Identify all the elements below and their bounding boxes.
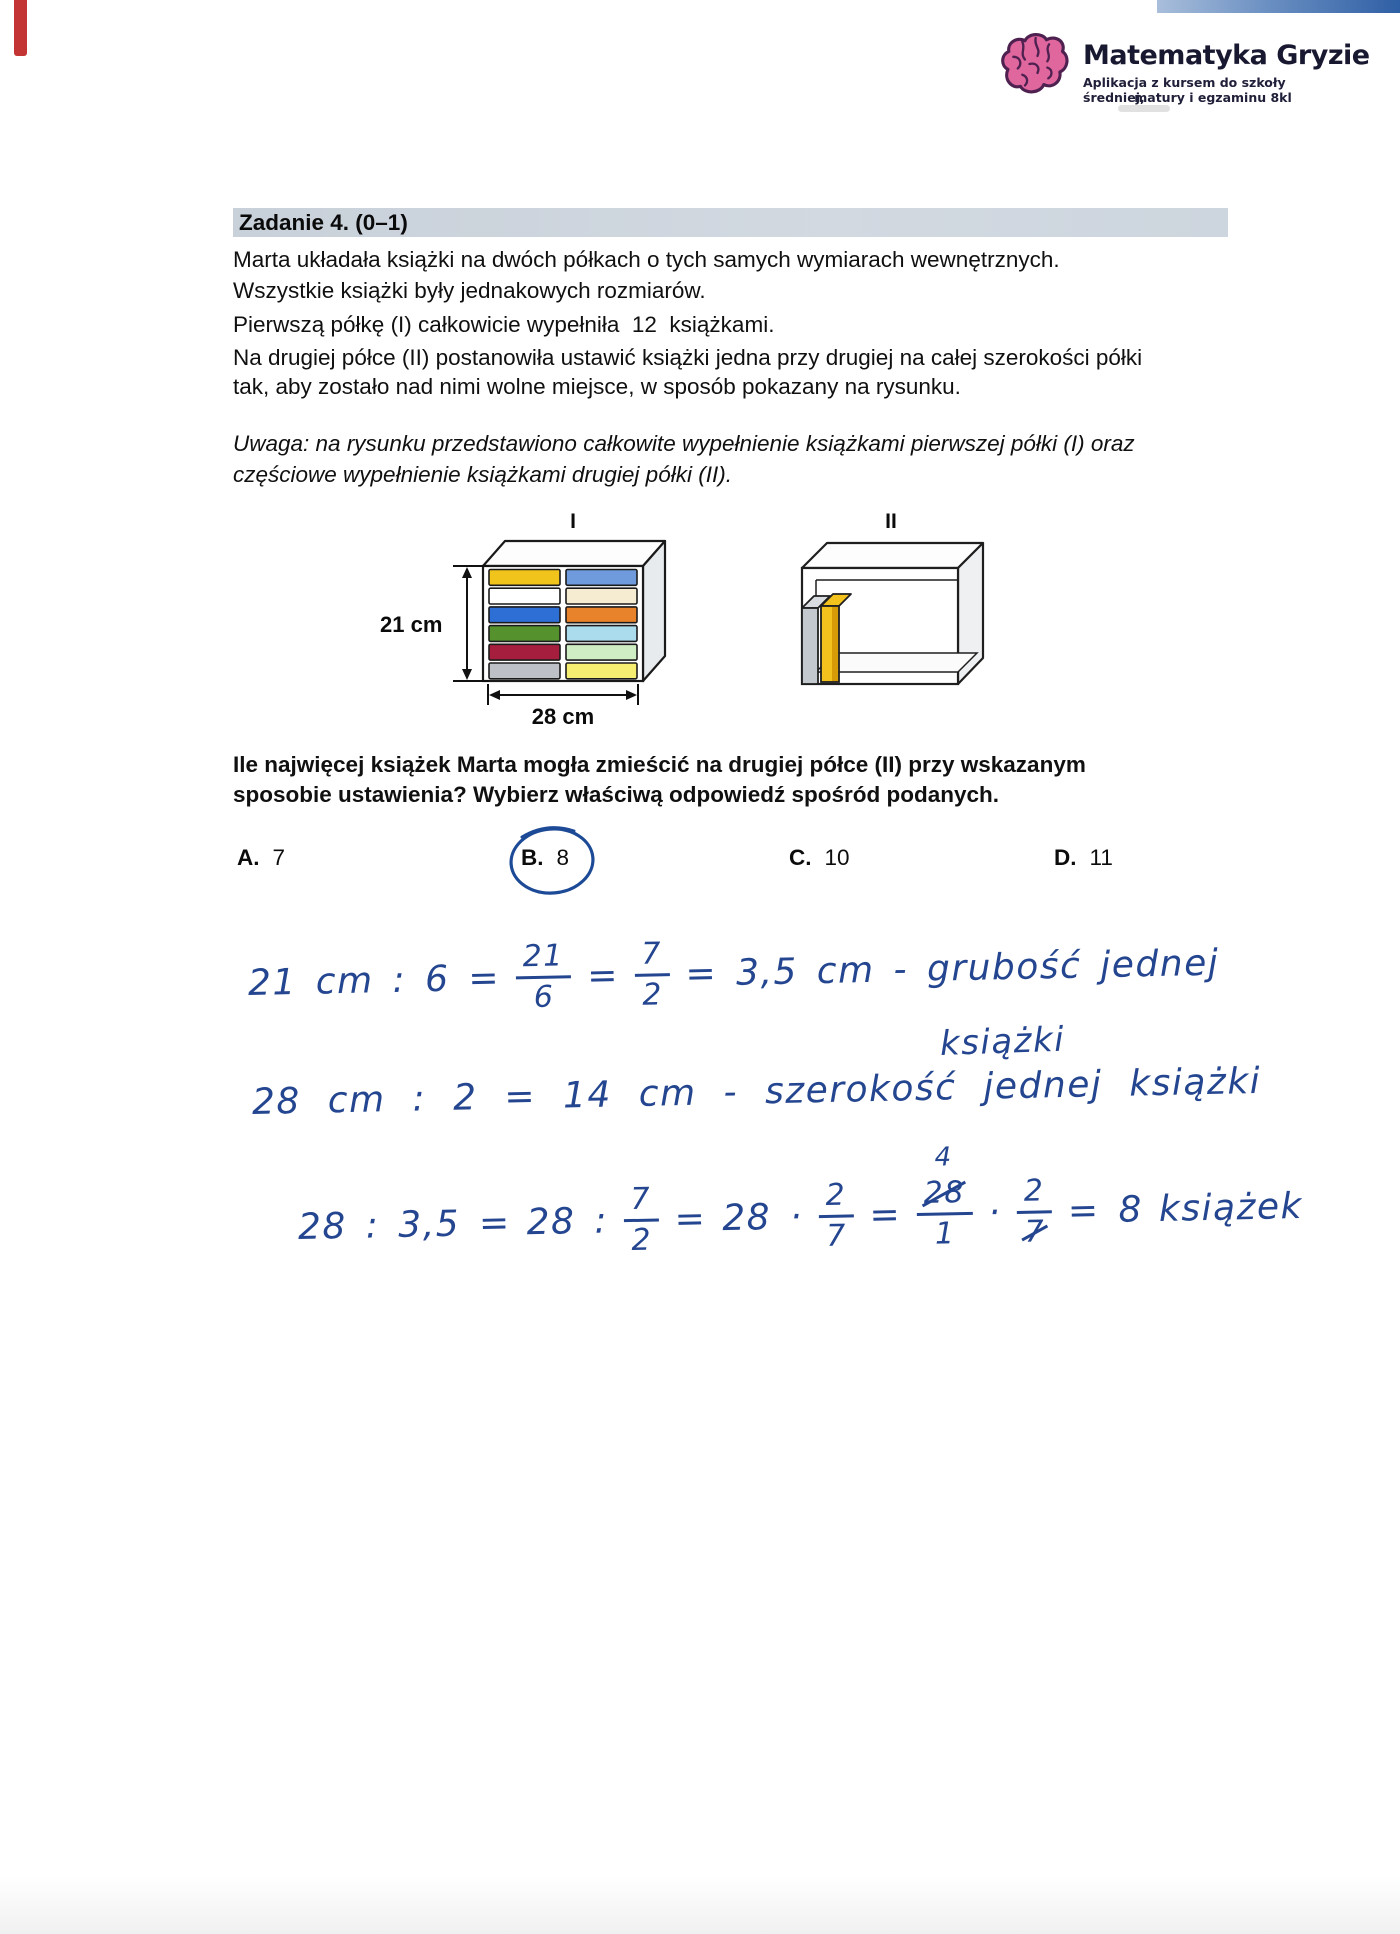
hw-fraction-2-7-cancelled: $\frac{2}{7}$	[1017, 1176, 1053, 1248]
hw1-prefix: 21 cm : 6 =	[247, 957, 501, 1004]
brain-icon	[995, 30, 1071, 98]
arrowhead-up	[462, 567, 472, 578]
answer-d-letter: D.	[1054, 845, 1077, 870]
handwriting-line-1	[247, 928, 1220, 1019]
shelf-1-label: I	[570, 510, 576, 533]
handwriting-line-3	[297, 1142, 1304, 1263]
arrowhead-left	[489, 690, 500, 700]
shelf-2-figure	[790, 498, 1005, 703]
book-spine	[489, 663, 560, 679]
book-spine	[566, 644, 637, 660]
question-line-1: Ile najwięcej książek Marta mogła zmieścić na drugiej półce (II) przy wskazanym	[233, 752, 1086, 777]
book-spine	[489, 626, 560, 642]
shelf-1-top-face	[483, 541, 665, 566]
book-spine	[489, 588, 560, 604]
hw-fraction-21-6: $\frac{21}{6}$	[515, 941, 572, 1013]
hw1-suffix: = 3,5 cm - grubość jednej	[685, 942, 1220, 995]
task-header-bar	[233, 208, 1228, 237]
answer-c-letter: C.	[789, 845, 812, 870]
arrowhead-down	[462, 669, 472, 680]
logo-subtitle-line1: Aplikacja z kursem do szkoły średniej,	[1083, 75, 1286, 105]
hw-struck-28: 28	[923, 1175, 966, 1211]
task-note-line-1: Uwaga: na rysunku przedstawiono całkowite wypełnienie książkami pierwszej półki (I) oraz	[233, 431, 1135, 456]
hw3-dot: ·	[987, 1192, 1002, 1234]
scan-bottom-shade	[0, 1876, 1400, 1934]
task-text-line-5: tak, aby zostało nad nimi wolne miejsce, w sposób pokazany na rysunku.	[233, 374, 961, 399]
hw3-result: = 8	[1067, 1189, 1144, 1232]
hw-fraction-2-7: $\frac{2}{7}$	[818, 1180, 854, 1252]
yellow-book-shade	[832, 607, 838, 681]
height-dimension-label: 21 cm	[380, 612, 443, 637]
task-note-line-2: częściowe wypełnienie książkami drugiej półki (II).	[233, 462, 732, 487]
task-text-line-1: Marta układała książki na dwóch półkach o tych samych wymiarach wewnętrznych.	[233, 247, 1060, 272]
task-text-line-2: Wszystkie książki były jednakowych rozmiarów.	[233, 278, 706, 303]
hw1-equals: =	[586, 955, 620, 997]
hw3-equals-1: =	[674, 1198, 707, 1241]
book-spine	[566, 626, 637, 642]
hw-fraction-7-2: $\frac{7}{2}$	[634, 939, 670, 1011]
task-text-line-3: Pierwszą półkę (I) całkowicie wypełniła 12 książkami.	[233, 312, 775, 337]
hw3-equals-2: =	[869, 1194, 902, 1237]
book-spine	[566, 588, 637, 604]
shelf-2-label: II	[885, 510, 897, 533]
hw-fraction-7-2b: $\frac{7}{2}$	[623, 1184, 659, 1256]
answer-option-d	[1054, 845, 1113, 871]
hw-struck-7: 7	[1024, 1214, 1046, 1250]
gray-book	[802, 608, 818, 684]
hw3-part-1: 28 : 3,5 =	[297, 1202, 512, 1248]
book-spine	[566, 607, 637, 623]
shelf-1-side-face	[643, 541, 665, 681]
shelf-2-top-face	[802, 543, 983, 568]
logo-subtitle-line2: matury i egzaminu 8kl	[1134, 90, 1292, 105]
question-line-2: sposobie ustawienia? Wybierz właściwą odpowiedź spośród podanych.	[233, 782, 999, 807]
answer-d-value: 11	[1089, 845, 1113, 870]
answer-b-letter: B.	[521, 845, 544, 870]
hw3-part-2: 28 :	[526, 1200, 609, 1244]
hw-cancel-result: 4	[934, 1142, 953, 1173]
scan-artifact-red-strip	[14, 0, 27, 56]
shelf-2-floor	[816, 653, 977, 672]
width-dimension-label: 28 cm	[531, 704, 595, 729]
handwritten-answer-circle	[505, 820, 603, 900]
answer-c-value: 10	[824, 845, 850, 870]
answer-a-value: 7	[272, 845, 286, 870]
book-spine	[566, 570, 637, 586]
logo-title: Matematyka Gryzie	[1083, 40, 1370, 71]
task-header-label: Zadanie 4. (0–1)	[239, 209, 408, 235]
shelf-1-figure	[360, 498, 690, 733]
book-spine	[489, 644, 560, 660]
arrowhead-right	[626, 690, 637, 700]
answer-option-a	[237, 845, 285, 871]
hw3-part-3: 28 ·	[721, 1196, 804, 1240]
hw3-word: książek	[1158, 1185, 1304, 1230]
book-spine	[489, 570, 560, 586]
handwriting-line-1-continuation: książki	[939, 1019, 1066, 1064]
scan-artifact-blue-bar	[1157, 0, 1400, 13]
answer-b-value: 8	[556, 845, 570, 870]
task-text-line-4: Na drugiej półce (II) postanowiła ustawić książki jedna przy drugiej na całej szerokości półki	[233, 345, 1143, 370]
answer-a-letter: A.	[237, 845, 260, 870]
book-spine	[489, 607, 560, 623]
hw-fraction-28-1-cancelled: 4 28 1	[916, 1178, 973, 1250]
handwriting-line-2: 28 cm : 2 = 14 cm - szerokość jednej książki	[251, 1060, 1262, 1123]
answer-option-c	[789, 845, 850, 871]
scan-smudge	[1118, 105, 1170, 112]
book-spine	[566, 663, 637, 679]
